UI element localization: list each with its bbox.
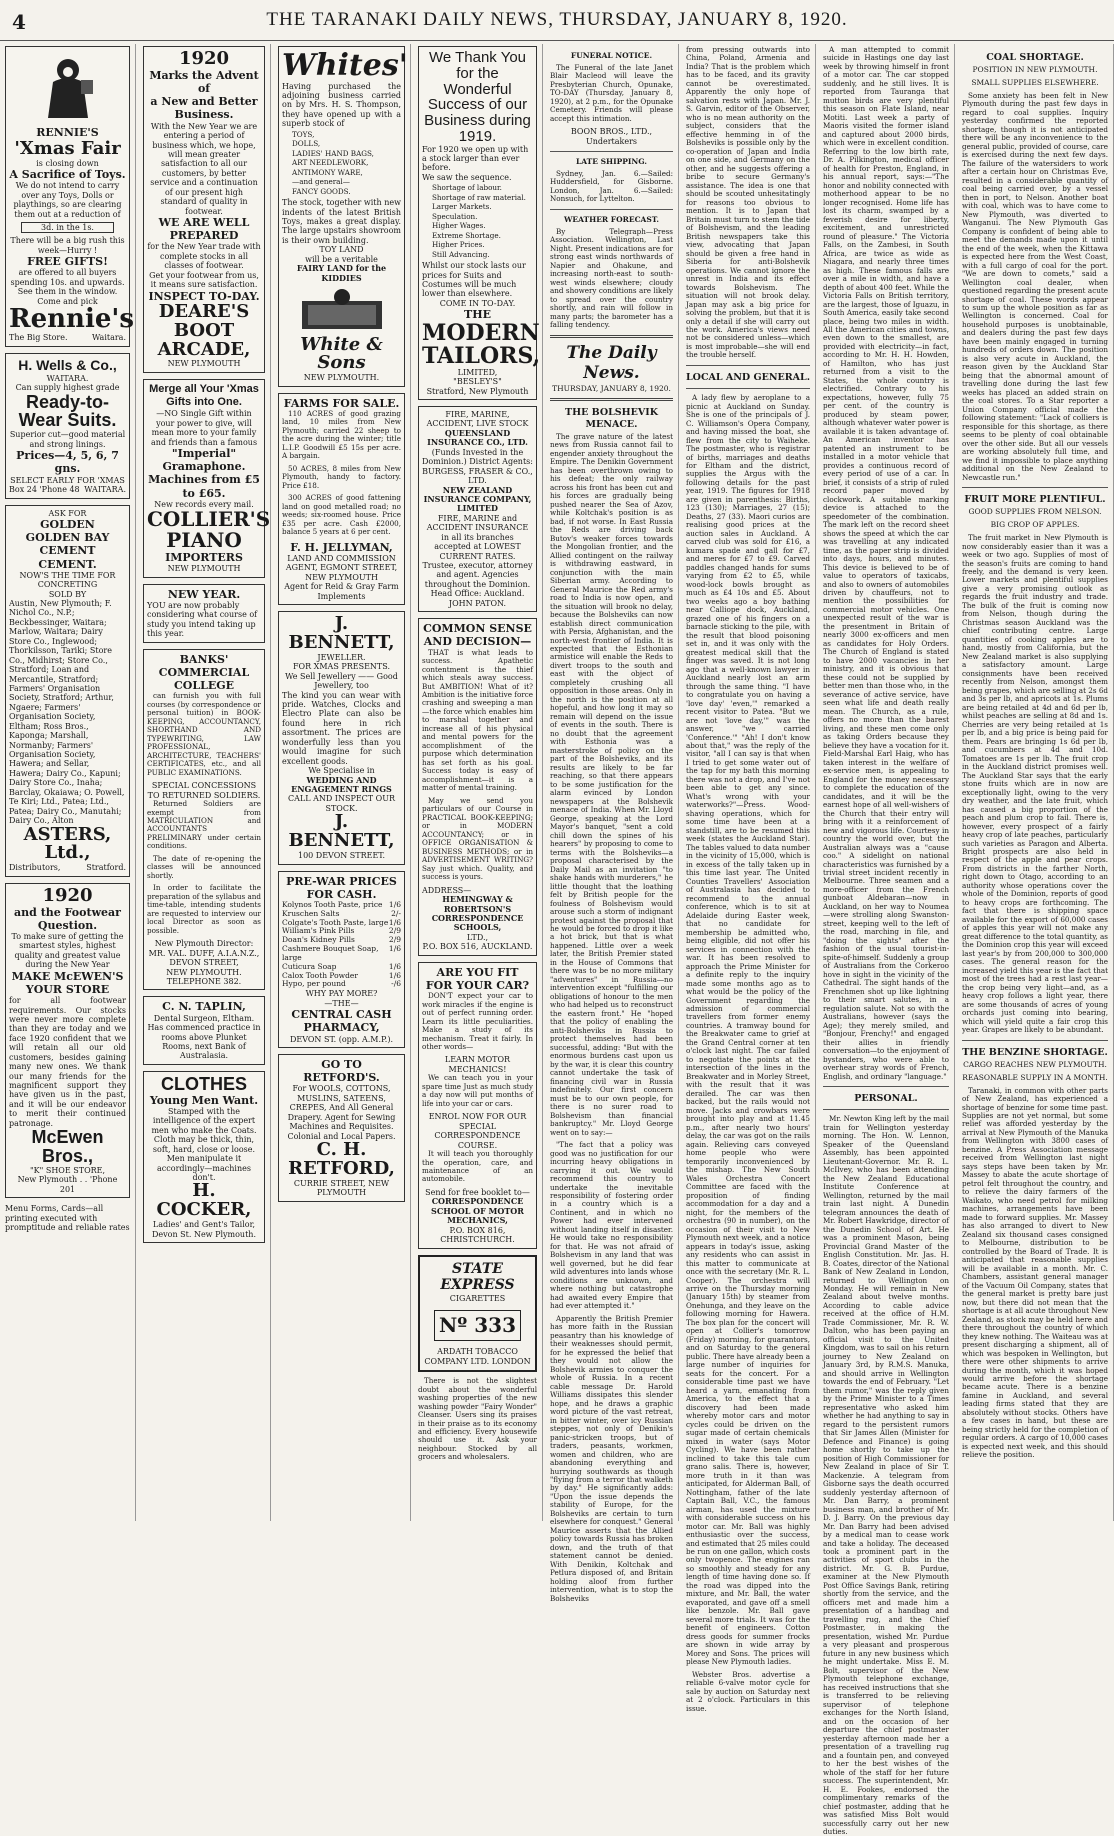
whites-item: DOLLS, <box>292 139 321 149</box>
wells-ad <box>5 353 130 499</box>
state-express-ad <box>418 1255 537 1373</box>
wells-town: WAITARA. <box>46 373 89 383</box>
paper-date: THURSDAY, JANUARY 8, 1920. <box>552 383 671 393</box>
bennett-name: J. BENNETT, <box>288 613 395 653</box>
collier-product: "Imperial" Gramaphone. <box>162 447 246 474</box>
mcewen-body: To make sure of getting the smartest styles, highest quality and greatest value during the New Year <box>11 931 124 970</box>
common-body: THAT is what leads to success. Apathetic contentment is the thief which steals away success. But AMBITION! What of it? Ambition is the initiative force crashing and sweeping a man—the force which enables him to marshal together and increase all of his physical and mental powers for the accomplishment of the purpose which determination has set forth as his goal. Success today is easy of accomplishment—it is a matter of mental training. <box>422 647 533 793</box>
thanks-item: Shortage of raw material. <box>432 192 526 202</box>
motor-body2: We can teach you in your spare time Just as much study a day now will put months of life into your car or cars. <box>422 1073 533 1108</box>
leader-title: THE BOLSHEVIK MENACE. <box>565 407 658 430</box>
column-8 <box>957 44 1114 1521</box>
column-6 <box>681 44 816 1713</box>
prewar-pharmacy: CENTRAL CASH PHARMACY, <box>291 1008 392 1035</box>
thanks-come: COME IN TO-DAY. <box>439 298 516 308</box>
insurance-company: QUEENSLAND INSURANCE CO., LTD. <box>427 427 528 448</box>
funeral-notice: The Funeral of the late Janet Blair Macleod will leave the Presbyterian Church, Opunake, TO-DAY (Thursday, January 8, 1920), at 2 p.m., for the Opunake Cemetery. Friends will please accept this intimation. <box>550 62 673 123</box>
rennie-store: The Big Store. <box>9 333 68 343</box>
thanks-brand: MODERN TAILORS, <box>422 319 541 369</box>
retford-ad <box>278 1054 405 1202</box>
wells-prices: Prices—4, 5, 6, 7 gns. <box>16 449 119 476</box>
bennett-special: We Specialise in <box>308 766 375 776</box>
bennett-name2: J. BENNETT, <box>288 811 395 852</box>
page-number: 4 <box>12 10 26 34</box>
insurance-agent: JOHN PATON. <box>448 598 507 608</box>
motor-enrol: ENROL NOW FOR OUR SPECIAL CORRESPONDENCE COURSE. <box>428 1112 527 1150</box>
price-row: Cashmere Bouquet Soap, large 1/6 <box>282 944 401 962</box>
insurance-company2: NEW ZEALAND INSURANCE COMPANY, LIMITED <box>423 484 532 514</box>
mcewen-brand: McEwen Bros., <box>31 1127 104 1167</box>
deare-body2: for the New Year trade with complete stocks in all classes of footwear. <box>147 242 261 271</box>
prewar-title: PRE-WAR PRICES FOR CASH. <box>286 874 397 901</box>
banks-body2: Returned Soldiers are exempt from MATRICULATION and ACCOUNTANTS PRELIMINARY under certain conditions. <box>147 799 261 851</box>
deare-year: 1920 <box>178 48 230 69</box>
price-row: Cuticura Soap 1/6 <box>282 961 401 971</box>
express-brand: STATE EXPRESS <box>440 1260 515 1294</box>
bennett-sell: We Sell Jewellery —— Good Jewellery, too <box>285 671 398 691</box>
whites-brand: Whites' <box>282 48 408 83</box>
collier-importers: IMPORTERS <box>165 551 243 565</box>
masthead-title: THE TARANAKI DAILY NEWS, THURSDAY, JANUARY 8, 1920. <box>266 9 848 30</box>
motor-school: CORRESPONDENCE SCHOOL OF MOTOR MECHANICS, <box>431 1196 524 1226</box>
fruit-sub1: GOOD SUPPLIES FROM NELSON. <box>968 507 1102 517</box>
rennie-ad <box>5 46 134 347</box>
thanks-item: Shortage of labour. <box>432 183 502 193</box>
whites-item: ART NEEDLEWORK, <box>292 158 369 168</box>
banks-town: NEW PLYMOUTH. <box>166 967 242 977</box>
banks-body3: The date of re-opening the classes will be announced shortly. <box>147 853 261 880</box>
whites-item: ANTIMONY WARE, <box>292 167 363 177</box>
motor-send: Send for free booklet to— <box>425 1187 530 1197</box>
collier-town: NEW PLYMOUTH <box>167 564 241 574</box>
thanks-the: THE <box>464 308 491 322</box>
coal-title: COAL SHORTAGE. <box>986 52 1084 63</box>
thanks-item: Higher Wages. <box>432 221 486 231</box>
column-5 <box>545 44 679 1603</box>
coal-sub2: SMALL SUPPLIES ELSEWHERE. <box>971 78 1099 88</box>
fruit-text: The fruit market in New Plymouth is now considerably easier than it was a week or two ago. Supplies of most of the season's fruits are coming to hand freely, and the demand is very keen. Lower markets and plentiful supplies give a very promising outlook as regards the fruit industry and trade. The bulk of the fruit is coming now from Nelson, though during the Christmas season Auckland was the chief contributing centre. Large quantities of cooking apples are to hand, mostly from California, but the New Zealand market is also supplying a satisfactory amount. Large consignments have been received recently from Nelson, amongst them being grapes, which are selling at 2s 6d and 3s per lb, and apricots at 1s. Plums are being retailed at 4d and 6d per lb, whilst peaches are selling at 8d and 1s. Cherries are very being retailed at 1s per lb, and a big price is being paid for them. Pears are bringing 1s 6d per lb, and cucumbers at 4d and 10d. Tomatoes are 1s per lb. The fruit crop in the Auckland district promises well. The Auckland Star says that the early stone fruits which are in now are exceptionally light, owing to the very dry weather, and the late fruit, which has caused a big proportion of the peach and plum crop to fail. There is, however, every prospect of a fairly heavy crop of late peaches, particularly such varieties as Paragon and Alberta. Bright prospects are also held in respect of the apple and pear crops. From districts in the farther North, right down to Otago, according to an authority whose operations cover the whole of the Dominion, reports of good to heavy crops are forthcoming. The fact that there is shipping space available for the export of 60,000 cases of apples this year will not make any great difference to the total quantity, as the Dominion crop this year will exceed last year's by from 200,000 to 300,000 cases. The general reason for the increased yield this year is the fact that most of the trees had a rest last year—the crop being very light—and, as a heavy crop follows a light year, there are some thousands of acres of young orchards just coming into bearing, which will yield quite a fair crop this year. Grapes are likely to be abundant. <box>962 533 1108 1035</box>
cement-now: NOW'S THE TIME FOR CONCRETING <box>19 570 116 590</box>
motor-town: CHRISTCHURCH. <box>440 1235 515 1245</box>
wells-box: Box 24 'Phone 48 <box>9 485 80 495</box>
taplin-ad <box>143 996 265 1064</box>
farms-agent2: Agent for Reid & Gray Farm Implements <box>284 582 399 601</box>
whites-item: —and general— <box>292 177 350 187</box>
shipping-text: Sydney, Jan. 6.—Sailed: Huddersfield, for Gisborne. London, Jan. 6.—Sailed: Nonsuch, for Lyttelton. <box>550 168 673 204</box>
leader-text-2: "The fact that a policy was good was no justification for our incurring heavy obligations in carrying it out. We would recommend this country to undertake the inevitable responsibility of fostering order in a country which is a Continent, and in which no Power had ever intervened without landing itself in disaster. He would take no responsibility for that. He was not afraid of Bolshevism in any land that was well governed, but he did fear wild adventures into lands whose conditions are unknown, and where nothing but catastrophe had awaited every Empire that had ever attempted it." <box>550 1140 673 1311</box>
prewar-ad <box>278 871 405 1049</box>
common-box: P.O. BOX 516, AUCKLAND. <box>422 942 533 952</box>
cocker-sub: Young Men Want. <box>149 1093 259 1107</box>
rennie-closing: is closing down <box>36 158 99 168</box>
mcewen-year: 1920 <box>42 884 93 906</box>
column-1 <box>0 44 136 1521</box>
insurance-body2: FIRE, MARINE and ACCIDENT INSURANCE in all its branches accepted at LOWEST CURRENT RATES. Trustee, executor, attorney and agent. Agencies throughout the Dominion. Head Office: Auckland. <box>422 513 533 599</box>
cocker-role: Ladies' and Gent's Tailor, <box>152 1220 256 1230</box>
weather-title: WEATHER FORECAST. <box>563 214 659 224</box>
cement-name2: GOLDEN BAY CEMENT <box>25 531 110 558</box>
bennett-address: 100 DEVON STREET. <box>297 851 386 861</box>
cement-brand: ASTERS, Ltd., <box>23 823 112 864</box>
common-school: HEMINGWAY & ROBERTSON'S CORRESPONDENCE SCHOOLS, <box>431 894 524 933</box>
whites-veritable: will be a veritable <box>305 254 378 264</box>
newyear-body: YOU are now probably considering what course of study you intend taking up this year. <box>147 601 258 639</box>
thanks-limited: LIMITED, <box>457 367 498 377</box>
rennie-gifts-title: FREE GIFTS! <box>27 255 108 269</box>
mcewen-shoe: "K" SHOE STORE, <box>29 1166 106 1176</box>
cement-footer <box>9 863 126 872</box>
cocker-brand: H. COCKER, <box>156 1180 252 1221</box>
column-7 <box>818 44 955 1836</box>
collier-ad <box>143 379 271 578</box>
taplin-body: Has commenced practice in rooms above Plunket Rooms, next Bank of Australasia. <box>147 1023 261 1061</box>
paper-name: The Daily News. <box>566 342 657 383</box>
rennie-body: We do not intend to carry over any Toys, Dolls or playthings, so are clearing them out at a reduction of <box>13 181 122 219</box>
deare-line2: a New and Better <box>150 95 258 109</box>
price-row: Hypo, per pound -/6 <box>282 979 401 989</box>
banks-director-label: New Plymouth Director: <box>154 939 254 949</box>
prewar-the: —THE— <box>324 998 359 1008</box>
fruit-sub2: BIG CROP OF APPLES. <box>990 520 1080 530</box>
rennie-sacrifice: A Sacrifice of Toys. <box>9 168 126 181</box>
cement-agents: Austin, New Plymouth; F. Nichol Co., N.P.; Beckbessinger, Waitara; Marlow, Waitara; Dairy Store Co., Inglewood; Thorkilsson, Tariki; Store Co., Midhirst; Store Co., Stratford; Loan and Mercantile, Stratford; Farmers' Organisation Society, Stratford; Arthur, Ngaere; Farmers' Organisation Society, Eltham; Ross Bros., Kaponga; Marshall, Normanby; Farmers' Organisation Society, Hawera; and Sellar, Hawera; Dairy Co., Kapuni; Dairy Store Co., Inaha; Barclay, Okaiawa; O. Powell, Te Kiri; Ltd., Patea; Ltd., Patea; Dairy Co., Manutahi; Dairy Co., Alton <box>9 599 125 826</box>
shipping-title: LATE SHIPPING. <box>576 157 647 167</box>
leader-continued: from pressing outwards into China, Poland, Armenia and India? That is the problem which has to be faced, and its gravity cannot be overestimated. Apparently the only hope of salvation rests with Japan. Mr. J. S. Garvin, editor of the Observer, who is no mean authority on the subject, considers that the effective hemming in of the Bolsheviks is possible only by the co-operation of Japan and India on one side, and Germany on the other, and he suggests offering a bribe to secure Germany's assistance. The idea is one that should be scouted unhesitatingly for reasons too obvious to mention. It is to Japan that Britain must turn to stem the tide of Bolshevism, and the leading British newspapers take this view, advocating that Japan should be given a free hand in Siberia for anti-Bolshevik operations. We cannot ignore the unrest in India and its effect towards Bolshevism. The situation will not brook delay. Japan may ask a big price for solving the problem, but that it is only a detail if she will carry out the work. America's views need not be considered unless—which is most improbable—she will end the trouble herself. <box>686 45 810 360</box>
cement-name3: CEMENT. <box>38 557 97 571</box>
whites-ad <box>278 46 408 387</box>
retford-go: GO TO RETFORD'S. <box>303 1058 380 1085</box>
rennie-gifts-body: are offered to all buyers spending 10s. and upwards. See them in the window. Come and pick <box>10 268 125 306</box>
newyear-ad <box>143 584 265 643</box>
masthead <box>0 0 1114 41</box>
whites-item: FANCY GOODS. <box>292 186 351 196</box>
bennett-role: JEWELLER. <box>317 652 366 662</box>
cocker-body: Stamped with the intelligence of the expert men who make the Coats. <box>151 1106 257 1135</box>
personal-title: PERSONAL. <box>854 1093 918 1105</box>
taplin-name: C. N. TAPLIN, <box>162 1000 246 1014</box>
insurance-ad <box>418 406 537 612</box>
thanks-items <box>432 184 533 259</box>
banks-street: DEVON STREET, <box>169 958 239 968</box>
bennett-body: The kind you can wear with pride. Watches, Clocks and Electro Plate can also be found here in rich assortment. The prices are wonderfully less than you would imagine for such excellent goods. <box>282 690 401 766</box>
thanks-item: Still Advancing. <box>432 249 490 259</box>
fairy-wonder-notice: There is not the slightest doubt about the wonderful washing properties of the new washing powder "Fairy Wonder" Cleanser. Users sing its praises in their praise as to its economy and efficiency. Every housewife should use it. Ask your neighbour. Stocked by all grocers and wholesalers. <box>418 1376 537 1462</box>
price-row: Doan's Kidney Pills 2/9 <box>282 935 401 945</box>
whites-items <box>292 131 401 196</box>
bennett-presents: FOR XMAS PRESENTS. <box>292 662 390 672</box>
collier-machines: Machines from £5 to £65. <box>148 473 260 500</box>
rennie-footer <box>9 333 126 342</box>
motor-title: ARE YOU FIT FOR YOUR CAR? <box>425 965 530 992</box>
thanks-body2: Whilst our stock lasts our prices for Suits and Costumes will be much lower than elsewhere. <box>422 261 526 299</box>
thanks-sequence: We saw the sequence. <box>422 172 512 182</box>
mcewen-body2: for all footwear requirements. Our stocks were never more complete than they are today and we face 1920 confident that we will retain all our old customers, besides gaining many new ones. We thank our many friends for the magnificent support they have given us in the past, and it will be our endeavor to merit their continued patronage. <box>9 996 126 1128</box>
deare-inspect: INSPECT TO-DAY. <box>148 289 260 303</box>
bennett-call: CALL AND INSPECT OUR STOCK. <box>288 794 395 813</box>
rennie-name: RENNIE'S <box>36 126 99 140</box>
price-row: William's Pink Pills 2/9 <box>282 926 401 936</box>
personal-text: Mr. Newton King left by the mail train for Wellington yesterday morning. The Hon. W. Lennon, Speaker of the Queensland Assembly, has been appointed Lieutenant-Governor. Mr. R. L. McIlvey, who has been attending the New Zealand Educational Institute Conference at Wellington, returned by the mail train last night. A Dunedin telegram announces the death of Mr. Robert Hawkridge, director of the Dunedin School of Art. He was a prominent Mason, being Provincial Grand Master of the English Constitution. Mr. Jas. H. B. Coates, director of the National Bank of New Zealand in London, returned to Wellington on Monday. He will remain in New Zealand about twelve months. According to cable advice received at the office of H.M. Trade Commissioner, Mr. R. W. Dalton, who has been paying an official visit to the United Kingdom, was to sail on his return journey to New Zealand on January 3rd, by R.M.S. Manuka, and should arrive in Wellington towards the end of February. "Let them rumor," was the reply given by the Prime Minister to a Times representative who asked him whether he had anything to say in regard to the persistent rumors that Sir James Allen (Minister for Defence and Finance) is going home shortly to take up the position of High Commissioner for New Zealand in place of Sir T. Mackenzie. A telegram from Gisborne says the death occurred suddenly yesterday afternoon of Mr. Dan Barry, a prominent business man, and brother of Mr. D. J. Barry. On the previous day Mr. Dan Barry had been advised by a medical man to cease work and take a holiday. The deceased took a prominent part in the activities of sport clubs in the district. Mr. G. B. Purdue, examiner at the New Plymouth Post Office Savings Bank, retiring shortly from the service, and the officers met and made him a presentation of a handbag and travelling rug, and the Chief Postmaster, in making the presentation, wished Mr. Purdue a very pleasant and prosperous future in any new business which he might undertake. Miss E. M. Bolt, supervisor of the New Plymouth telephone exchange, has received instructions that she is transferred to be relieving supervisor of telephone exchanges for the North Island, and on the occasion of her departure the chief postmaster yesterday afternoon made her a presentation of a travelling rug and a fountain pen, and conveyed to her the best wishes of the whole of the staff for her future success. The superintendent, Mr. H. E. Fookes, endorsed the complimentary remarks of the chief postmaster, adding that he was satisfied Miss Bolt would successfully carry out her new duties. <box>823 1114 949 1836</box>
insurance-line1: FIRE, MARINE, ACCIDENT, LIVE STOCK <box>426 410 529 429</box>
deare-body: With the New Year we are entering a period of business which, we hope, will mean greater satisfaction to all our customers, by better service and a continuation of our present high standard of quality in footwear. <box>150 121 258 216</box>
coal-sub1: POSITION IN NEW PLYMOUTH. <box>972 65 1098 75</box>
rennie-brand: Rennie's <box>9 304 134 335</box>
mcewen-town: New Plymouth . . 'Phone 201 <box>17 1175 118 1194</box>
bennett-rings: WEDDING AND ENGAGEMENT RINGS <box>291 774 392 794</box>
newyear-title: NEW YEAR. <box>167 587 241 601</box>
express-maker: ARDATH TOBACCO COMPANY LTD. LONDON <box>424 1347 531 1366</box>
deare-town: NEW PLYMOUTH <box>167 359 241 369</box>
thanks-title: We Thank You for the Wonderful Success of our Business during 1919. <box>424 49 531 145</box>
collier-brand: COLLIER'S PIANO <box>147 507 271 553</box>
farms-agent: F. H. JELLYMAN, <box>290 540 393 554</box>
thanks-towns: Stratford, New Plymouth <box>426 386 529 396</box>
express-number: Nº 333 <box>434 1310 521 1342</box>
benzine-text: Taranaki, in common with other parts of New Zealand, has experienced a shortage of benzine for some time past. Supplies are not yet normal, but some relief was afforded yesterday by the arrival at New Plymouth of the Manuka from Wellington with 3800 cases of benzine. A Press Association message received from Wellington last night says steps have been taken by Mr. Massey to abate the acute shortage of petrol felt throughout the country, and to relieve the dairy farmers of the Waikato, who need petrol for milking machines, arrangements have been made to forward supplies. Mr. Massey has also arranged to divert to New Zealand six thousand cases consigned to Melbourne, distribution to be controlled by the Board of Trade. It is anticipated that reasonable supplies will be available in a month. Mr. C. Chambers, assistant general manager of the Vacuum Oil Company, states that the general market is pretty bare just now, but there did not mean that the shortage is at all acute throughout New Zealand, as stock may be held here and there throughout the country of which they knew nothing. The Waiteau was at present discharging a shipment, all of which was bespoken in Wellington, but there were other shipments to arrive during the month, which it was hoped would arrive before the shortage became acute. There is a benzine famine in Auckland, and several leading firms stated that they are absolutely without stocks. Others have a few cases in hand, but these are being strictly held for the completion of regular orders. A cargo of 10,000 cases is expected next week, and this should relieve the position. <box>962 1085 1108 1460</box>
cement-role: Distributors, <box>9 863 61 873</box>
mcewen-ad <box>5 883 130 1199</box>
farms-title: FARMS FOR SALE. <box>283 396 400 410</box>
banks-special: SPECIAL CONCESSIONS TO RETURNED SOLDIERS. <box>147 781 261 800</box>
collier-title: Merge all Your 'Xmas Gifts into One. <box>149 382 259 409</box>
rennie-bigrush: There will be a big rush this week—Hurry ! <box>10 236 125 255</box>
funeral-title: FUNERAL NOTICE. <box>570 51 653 60</box>
thanks-body: For 1920 we open up with a stock larger than ever before. <box>422 144 529 173</box>
motor-learn: LEARN MOTOR MECHANICS! <box>444 1055 511 1074</box>
common-title: COMMON SENSE AND DECISION— <box>423 622 532 649</box>
wells-product: Ready-to-Wear Suits. <box>18 391 117 431</box>
whites-toyland: TOY LAND <box>319 245 364 255</box>
modern-tailors-ad <box>418 46 541 400</box>
banks-ad <box>143 649 265 991</box>
leader-text: The grave nature of the latest news from Russia cannot fail to engender anxiety throughout the Empire. The Denikin Government has been overthrown owing to his defeat; the only railway across his front has been cut and his forces are gradually being pushed nearer the Sea of Azov, while Koltchak's position is as bad, if not worse. In East Russia the Reds are driving back Butov's weaker forces towards the Mongolian frontier, and the Allied contingent on the railway is withdrawing eastward, in conjunction with the main Siberian army. According to General Maurice the Red army's road to India is now open, and the situation will brook no delay, because the Bolsheviks can now establish direct communication with Persia, Afghanistan, and the north-west frontier of India. It is expected that the Esthonian armistice will enable the Reds to divert troops to the south and east with the object of completely crushing all opposition in those areas. Only in the north is the position at all hopeful, and how long it may so remain will depend on the issue of events in the south. There is no doubt that the agreement with Esthonia was a masterstroke of policy on the part of the Bolsheviks, and its results are likely to be far reaching, so that there appears to be some justification for the alarm evinced by London newspapers at the Bolshevik menace of India. When Mr. Lloyd George, speaking at the Lord Mayor's banquet, "sent a cold chill down the spines of his hearers" by proposing to come to terms with the Bolsheviks—a proposal characterised by the Daily Mail as an invitation "to shake hands with murderers," he little thought that the loathing felt by British people for the foulness of Bolshevism would arouse such a storm of indignant protest against the proposal that he would be forced to drop it like a hot brick, but that is what happened. Little over a week later, the British Premier stated in the House of Commons that there was to be no more military "adventures" in Russia—no intervention except "fulfilling our obligations of honour to the men who had helped us to reconstruct the eastern front." He "hoped that the policy of enabling the anti-Bolsheviks in Russia to protect themselves had been successful, adding: "But with the enormous burdens cast upon us by the war, it is clear this country cannot undertake the task of financing civil war in Russia indefinitely. Our first concern must be to our own people, for there is no surer road to Bolshevism than financial bankruptcy." Mr. Lloyd George went on to say:— <box>550 431 673 1137</box>
deare-body3: Get your footwear from us, it means sure satisfaction. <box>149 270 259 290</box>
common-ltd: LTD., <box>466 932 489 942</box>
farm-2: 50 ACRES, 8 miles from New Plymouth, handy to factory. Price £18. <box>282 463 401 490</box>
whites-body2: The stock, together with new indents of the latest British Toys, makes a great display. The large upstairs showroom is their own building. <box>282 198 401 245</box>
banks-director: MR. VAL. DUFF, A.I.A.N.Z., <box>148 948 260 958</box>
cement-ask: ASK FOR <box>48 508 87 518</box>
local-general-text: A lady flew by aeroplane to a picnic at Auckland on Sunday. She is one of the principals of J. C. Williamson's Opera Company, and having missed the boat, she flew from the city to Waiheke. The postmaster, who is registrar of births, marriages and deaths for Eltham and the district, supplies the Argus with the following details for the past year, 1919. The figures for 1918 are given in parenthesis: Births, 123 (130); Marriages, 27 (15); Deaths, 27 (33). Maori curios are realising good prices at the auction sales in Auckland. A carved club was sold for £16, a kumara spade and gall for £7, and meres for £7 to £9. Carved paddles changed hands for sums varying from £2 to £5, while wood-lock bowls brought as much as £4 10s and £5. About two weeks ago a boy bathing near Calliope dock, Auckland, grazed one of his fingers on a barnacle sticking to the pile, with the result that blood poisoning set in, and it was only with the greatest medical skill that the finger was saved. It is not long ago that a well-known lawyer in Auckland nearly lost an arm through the same thing. "I have to congratulate you on having a 'love day' 'even,'" remarked a recent visitor to Patea. "But we are not 'love day,'" was the answer, "we carried 'Conference.'" "Ah! I don't know about that," was the reply of the visitor, "all I can say is that when I tried to get some water out of the tap for my bath this morning there was not a drop, and I've not been able to get any since. What's wrong with your waterworks?"—Press. Wood-shaving operations, which for some time have been at a standstill, are to be resumed this week (states the Auckland Star). The tables valued to data number in the vicinity of 15,000, which is in excess of the tally taken up in this time last year. The United Counties Travellers' Association of Australasia has decided to recommend to the annual conference, which is to sit at Adelaide during Easter week, that no candidate for membership be admitted who, being eligible, did not offer his services in connection with the war. It has been resolved to approach the Prime Minister for a definite reply to the inquiry made some months ago as to what would be the policy of the Government regarding the admission of commercial travellers from former enemy countries. A tramway bound for the Breakwater came to grief at the Grand Central corner at ten o'clock last night. The car failed to negotiate the points at the intersection of the lines in the Breakwater and in Morley Street, with the result that it was derailed. The car was then backed, but the rails would not move. Jacks and crowbars were brought into play and at 11.45 p.m., after nearly two hours' delay, the car was got on the rails again. Relieving cars conveyed home people who were temporarily inconvenienced by the mishap. The New South Wales Orchestra Concert Committee are faced with the proposition of finding accommodation for a day and a night, for the members of the orchestra (90 in number), on the occasion of their visit to New Plymouth next week, and a notice appears in today's issue, asking any residents who can assist in this matter to communicate at once with the secretary (Mr. R. L. Cooper). The orchestra will arrive on the Thursday morning (January 15th) by steamer from Onehunga, and they leave on the following morning for Hawera. The box plan for the concert will open at Collier's tomorrow (Friday) morning, for guarantors, and on Saturday to the general public. There have already been a large number of inquiries for seats for the concert. For a considerable time past we have heard a yarn, emanating from America, to the effect that a discovery had been made whereby motor cars and motor cycles could be driven on the sugar made of certain chemicals mixed in water (says Motor Cycling). We have been rather inclined to take this tale cum grano salis. There is, however, more truth in it than was anticipated, for Alderman Ball, of Nottingham, father of the late Captain Ball, V.C., the famous airman, has used the mixture with considerable success on his motor car. Mr. Ball was highly enthusiastic over the success, and estimated that 25 miles could be run on one gallon, which costs only twopence. The engines ran so smoothly and steady for any length of time having done so. If the road was dipped into the mixture, and Mr. Ball, the water evaporated, and gave off a smell like benzole. Mr. Ball gave several more trials. It was for the benefit of engineers. Cotton dress goods for summer frocks are shown in wide array by Morey and Sons. The prices will please New Plymouth ladies. <box>686 393 810 1667</box>
deare-ad <box>143 46 265 373</box>
cement-town: Stratford. <box>86 863 126 873</box>
motor-body: DON'T expect your car to work miracles if the engine is out of perfect running order. Learn its little peculiarities. Make a study of its mechanism. Treat it fairly. In other words— <box>422 991 533 1051</box>
benzine-title: THE BENZINE SHORTAGE. <box>962 1046 1108 1058</box>
cocker-town: Devon St. New Plymouth. <box>151 1229 256 1239</box>
banks-title: BANKS' COMMERCIAL COLLEGE <box>158 652 250 693</box>
banks-phone: TELEPHONE 382. <box>166 977 242 987</box>
banks-body: can furnish you with full courses (by correspondence or personal tuition) in BOOK-KEEPING, ACCOUNTANCY, SHORTHAND AND TYPEWRITING, LAW PROFESSIONAL, ARCHITECTURE, TEACHERS' CERTIFICATES, etc., and all PUBLIC EXAMINATIONS. <box>147 691 261 777</box>
deare-line3: Business. <box>174 108 234 122</box>
rennie-reduction: 3d. in the 1s. <box>21 222 114 233</box>
whites-item: TOYS, <box>292 129 315 139</box>
price-row: Kruschen Salts 2/- <box>282 908 401 918</box>
wells-town2: WAITARA. <box>84 485 126 495</box>
funeral-sig: BOON BROS., LTD., Undertakers <box>570 127 653 146</box>
common-body2: May we send you particulars of our Course in PRACTICAL BOOK-KEEPING; or in MODERN ACCOUNTANCY; or in OFFICE ORGANISATION & BUSINESS METHODS; or in ADVERTISEMENT WRITING? Say just which. Quality, and success is yours. <box>422 795 533 882</box>
column-4 <box>413 44 543 1521</box>
thanks-besley: "BESLEY'S" <box>453 377 502 387</box>
deare-line1: Marks the Advent of <box>149 68 259 96</box>
prewar-address: DEVON ST. (opp. A.M.P.). <box>289 1034 393 1044</box>
motor-ad <box>418 962 537 1249</box>
cocker-title: CLOTHES <box>160 1073 247 1094</box>
collier-records: New records every mail. <box>154 499 254 509</box>
wells-select: SELECT EARLY FOR 'XMAS <box>10 475 125 485</box>
retford-brand: C. H. RETFORD, <box>288 1139 395 1179</box>
collier-body: —NO Single Gift within your power to give, will mean more to your family and friends than a famous <box>150 409 258 447</box>
wells-name: H. Wells & Co., <box>18 356 117 373</box>
coal-text: Some anxiety has been felt in New Plymouth during the past few days in regard to coal supplies. Inquiry yesterday confirmed the reported shortage, though it is not anticipated there will be any inconvenience to the general public, provided of course, care is exercised during the next few days. The failure of the watersiders to work after a certain hour on Christmas Eve, resulted in a considerable quantity of coal being carried over, by a vessel then in port, to Nelson. Another boat with coal, which was to have come to New Plymouth, was diverted to Wanganui. The New Plymouth Gas Company is confident of being able to meet the demands made upon it until the end of the week, when the Kittawa is expected here from the West Coast, with a full cargo of coal for the port. "We are down to comets," said a Wellington coal dealer, when questioned regarding the present acute shortage of coal. These words appear to sum up the whole position as far as Wellington is concerned. Coal for household purposes is unobtainable, and dealers during the past few days have been mainly engaged in turning hundreds of orders down. The position is also very acute in Auckland, the reason given by the Auckland Star being that the abnormal amount of travelling done during the last few weeks has placed an added strain on the coal stores. To a Star reporter a Union Company official made the following statement: "Lack of colliers is responsible for this shortage, as there seems to be plenty of coal obtainable over the other side. But all our vessels are working absolutely full time, and we find it impossible to place anything additional on the New Zealand to Newcastle run." <box>962 90 1108 482</box>
price-row: Kolynos Tooth Paste, price 1/6 <box>282 899 401 909</box>
benzine-sub2: REASONABLE SUPPLY IN A MONTH. <box>962 1072 1108 1082</box>
cement-sold: SOLD BY <box>48 589 87 599</box>
banks-body4: In order to facilitate the preparation of the syllabus and time-table, intending students are requested to interview our local Director as soon as possible. <box>147 883 262 935</box>
local-general-title: LOCAL AND GENERAL. <box>686 371 811 383</box>
benzine-sub1: CARGO REACHES NEW PLYMOUTH. <box>963 1059 1107 1069</box>
thanks-item: Higher Prices. <box>432 240 485 250</box>
price-row: Colgate's Tooth Paste, large 1/6 <box>282 917 401 927</box>
rennie-town: Waitara. <box>92 333 126 343</box>
weather-text: By Telegraph—Press Association. Wellington, Last Night. Present indications are for strong east winds northwards of Napier and Ohakune, and increasing north-east to south-west winds elsewhere; cloudy and showery conditions are likely to spread over the country shortly, and rain will follow in many parts; the barometer has a falling tendency. <box>550 226 673 330</box>
retford-address: CURRIE STREET, NEW PLYMOUTH <box>293 1178 390 1198</box>
fruit-title: FRUIT MORE PLENTIFUL. <box>964 494 1106 506</box>
mcewen-title: and the Footwear Question. <box>14 905 121 932</box>
wells-footer <box>9 485 126 494</box>
price-row: Calox Tooth Powder 1/6 <box>282 970 401 980</box>
taplin-role: Dental Surgeon, Eltham. <box>153 1013 255 1023</box>
prewar-why: WHY PAY MORE? <box>305 989 378 999</box>
retford-items: For WOOLS, COTTONS, MUSLINS, SATEENS, CREPES, And All General Drapery. Agent for Sewing Machines and Requisites. Colonial and Local Papers. <box>287 1084 396 1141</box>
wells-supply: Can supply highest grade <box>15 383 120 393</box>
whites-sons: White & Sons <box>300 333 383 374</box>
insurance-body: (Funds Invested in the Dominion.) District Agents: BURGESS, FRASER & CO., LTD. <box>422 447 533 486</box>
thanks-item: Larger Markets. <box>432 202 492 212</box>
santa-illustration <box>33 52 103 122</box>
whites-body: Having purchased the adjoining business carried on by Mrs. H. S. Thompson, they have opened up with a superb stock of <box>282 81 401 129</box>
deare-brand: DEARE'S BOOT ARCADE, <box>157 300 251 360</box>
wells-body: Superior cut—good material and strong linings. <box>9 430 126 449</box>
cocker-ad <box>143 1071 265 1243</box>
menu-forms-notice: Menu Forms, Cards—all printing executed with promptitude and reliable rates <box>5 1204 130 1233</box>
leader-text-3: Apparently the British Premier has more faith in the Russian peasantry than his knowledge of their weaknesses should permit, for he expressed the belief that they would not allow the Bolshevik armies to conquer the whole of Russia. In a recent cable message Dr. Harold Williams dissipates this slender hope, and he draws a graphic word picture of the vast retreat, in bitter winter, over icy Russian steppes, not only of Denikin's panic-stricken troops, but of traders, peasants, workmen, women and children, who are abandoning everything and hurrying southwards as though "flying from a terror that walketh by day." He significantly adds: "Upon the issue depends the stability of Europe, for the Bolsheviks are certain to turn elsewhere for conquest." General Maurice asserts that the Allied policy towards Russia has broken down, and the truth of that statement cannot be denied. With Denikin, Koltchak and Petlura disposed of, and Britain holding aloof from further intervention, what is to stop the Bolsheviks <box>550 1313 673 1603</box>
cocker-body2: Cloth may be thick, thin, soft, hard, close or loose. Men manipulate it accordingly—machines don't. <box>152 1135 256 1182</box>
deare-well: WE ARE WELL PREPARED <box>158 216 250 243</box>
motor-box: P.O. BOX 816, <box>449 1225 506 1235</box>
gramophone-illustration <box>282 283 402 333</box>
bennett-ad <box>278 611 405 864</box>
farm-1: 110 ACRES of good grazing land, 10 miles from New Plymouth; carried 22 sheep to the acre during the winter; title L.I.P. Goodwill £5 15s per acre. A bargain. <box>282 408 401 461</box>
whites-item: LADIES' HAND BAGS, <box>292 148 374 158</box>
farms-ad <box>278 393 405 605</box>
column-3 <box>273 44 411 1521</box>
common-address: ADDRESS— <box>422 885 472 895</box>
common-sense-ad <box>418 618 537 956</box>
farm-3: 300 ACRES of good fattening land on good metalled road; no weeds; six-roomed house. Price £35 per acre. Cash £2000, balance 5 years at 6 per cent. <box>282 493 401 537</box>
express-cig: CIGARETTES <box>449 1294 506 1304</box>
cement-name1: GOLDEN <box>40 517 95 531</box>
farms-agent-role: LAND AND COMMISSION AGENT, EGMONT STREET, NEW PLYMOUTH <box>285 553 398 582</box>
whites-town: NEW PLYMOUTH. <box>303 373 380 383</box>
mcewen-make: MAKE McEWEN'S YOUR STORE <box>11 969 124 996</box>
cement-ad <box>5 505 130 877</box>
thanks-item: Speculation. <box>432 211 478 221</box>
column-2 <box>138 44 271 1521</box>
motor-body3: It will teach you thoroughly the operation, care, and maintenance of an automobile. <box>422 1149 533 1184</box>
general-news-text: A man attempted to commit suicide in Hastings one day last week by throwing himself in front of a motor car. The car stopped suddenly, and he still lives. It is reported from Tauranga that mutton birds are very plentiful this season on Flate Island, near Motiti. Last week a party of Maoris visited the former island and captured about 2000 birds, which were in excellent condition. Referring to the low birth rate, Dr. A. Pilkington, medical officer of health for Preston, England, in his annual report, says:—"The honor and nobility connected with motherhood appear to be no longer recognised. Home life has lost its charm, swamped by a feverish desire for liberty, excitement, and unrestricted round of pleasure." The Victoria Falls, on the Zambesi, in South Africa, are twice as wide as Niagara, and nearly three times as high. These famous falls are over a mile in width, and have a depth of about 400 feet. While the Victoria Falls on British territory, are the largest, those of Iguazu, in South America, easily take second place, being two miles in width. All the American cities and towns, even down to the smallest, are provided with electricity—in fact, according to Mr. H. H. Howden, of Hamilton, who has just returned from a visit to the States, the whole country is electrified. Contrary to his expectations, however, fully 75 per cent. of the country is produced by steam power, although whatever water power is available it is taken advantage of. An American inventor has patented an instrument to be installed in a motor vehicle that provides a continuous record of every period of use of a car. In brief, it consists of a strip of ruled record paper moved by clockwork. A suitable marking device is attached to the speedometer of the combination. The mark left on the record sheet shows the speed at which the car was travelling at any indicated time, as the paper strip is divided into days, hours, and minutes. This device is believed to be of value to operators of taxicabs, and also to owners of automobiles driven by chauffeurs, not to mention the possibilities for commercial motor vehicles. One unexpected result of the war is the presentment in Britain of nearly 3000 ex-officers and men as candidates for Holy Orders. The Church of England is stated to have 2000 vacancies in her ministry, and it is obvious that these could not be supplied by better men than those who, in the severance of active service, have seen what life and death really mean. The Church, as a rule, offers no more than the barest living, and these men come only as taking Orders because they believe they have a vocation for it. Field-Marshal Earl Haig, who has taken interest in the welfare of ex-service men, is appealing to England for the money necessary to complete the education of the candidates, and it will be the earnest hope of all well-wishers of the Church that their entry will bring with it a reinforcement of new and vigorous life. Courtesy in country the world over, but the Australian always was a "cause coo." A sidelight on national characteristics was furnished by a trivial street incident recently in Melbourne. Three seamen and a more-officer from the French gunboat Aldebaran—now in Auckland, on her way to Noumea—were strolling along Swanston-street, keeping well to the left of the road, marching in file, and "doing the sights" after the fashion of the usual tourist-in-spite-of-himself. Suddenly a group of Australians from the Corkeroo hove in sight in the vicinity of the Cathedral. The sight hands of the Frenchmen shot up like lightning to their smart salutes, in a regulation salute. Not so with the Australians, however (says the Age); they merely smiled, and "Bonjour, Frenchy!" and engaged their allies in friendly conversation—to the enjoyment of bystanders, who were able to overhear stray words of French, English, and ordinary "language." <box>823 45 949 1081</box>
webster-notice: Webster Bros. advertise a reliable 6-valve motor cycle for sale by auction on Saturday next at 2 o'clock. Particulars in this issue. <box>686 1669 810 1713</box>
whites-fairy: FAIRY LAND for the KIDDIES <box>296 263 387 283</box>
rennie-event: 'Xmas Fair <box>14 137 121 159</box>
thanks-item: Extreme Shortage. <box>432 230 501 240</box>
